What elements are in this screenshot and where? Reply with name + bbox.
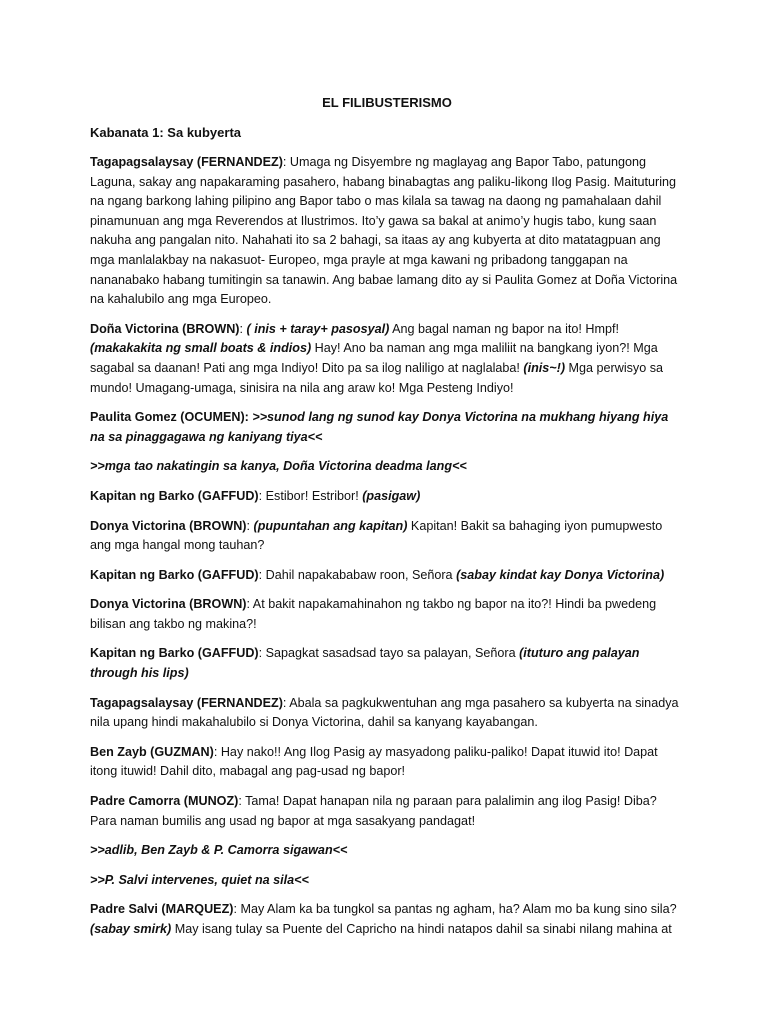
dialogue-paragraph	[90, 408, 684, 447]
stage-direction: (sabay smirk)	[90, 922, 172, 936]
dialogue-text: : May Alam ka ba tungkol sa pantas ng agham, ha? Alam mo ba kung sino sila?	[233, 902, 677, 917]
dialogue-paragraph	[90, 566, 684, 586]
stage-direction: (inis~!)	[523, 360, 566, 375]
dialogue-text: Hay! Ano ba naman ang mga maliliit na bangkang iyon?! Mga sagabal sa daanan! Pati ang mga Indiyo! Dito pa sa ilog naliligo at naglalaba!	[90, 341, 658, 375]
dialogue-text: Mga perwisyo sa mundo! Umagang-umaga, sinisira na nila ang araw ko! Mga Pesteng Indiyo!	[90, 360, 664, 395]
stage-direction: ( inis + taray+ pasosyal)	[246, 321, 390, 336]
speaker-name: Padre Camorra (MUNOZ)	[90, 794, 239, 809]
speaker-name: Paulita Gomez (OCUMEN):	[90, 410, 249, 425]
dialogue-text: : Umaga ng Disyembre ng maglayag ang Bapor Tabo, patungong Laguna, sakay ang napakaraming pasahero, habang binabagtas ang paliku-likong Ilog Pasig. Maituturing na ngang barkong lahing pilipino ang Bapor tabo o mas kilala sa tawag na daong ng pamahalaan dahil pinamunuan ang mga Reverendos at Ilustrimos. Ito’y gawa sa bakal at animo’y hugis tabo, kung saan nakuha ang pangalan nito. Nahahati ito sa 2 bahagi, sa itaas ay ang kubyerta at dito matatagpuan ang mga manlalakbay na nakasuot- Europeo, mga prayle at mga kawani ng pribadong tanggapan na nananabako habang tumitingin sa tanawin. Ang babae lamang dito ay si Paulita Gomez at Doña Victorina na kahalubilo ang mga Europeo.	[90, 155, 678, 307]
dialogue-text: Kapitan! Bakit sa bahaging iyon pumupwesto ang mga hangal mong tauhan?	[90, 518, 663, 553]
stage-note: >>mga tao nakatingin sa kanya, Doña Victorina deadma lang<<	[90, 459, 467, 474]
dialogue-text: : Sapagkat sasadsad tayo sa palayan, Señora	[258, 646, 520, 661]
speaker-name: Padre Salvi (MARQUEZ)	[90, 902, 234, 917]
dialogue-text: : Hay nako!! Ang Ilog Pasig ay masyadong paliku-paliko! Dapat ituwid ito! Dapat itong ituwid! Dahil dito, mabagal ang pag-usad ng bapor!	[90, 744, 658, 779]
stage-direction: (ituturo ang palayan through his lips)	[90, 646, 640, 681]
document-title: EL FILIBUSTERISMO	[322, 95, 452, 110]
stage-direction: (pupuntahan ang kapitan)	[253, 518, 408, 533]
speaker-name: Tagapagsalaysay (FERNANDEZ)	[90, 155, 283, 169]
speaker-name: Doña Victorina (BROWN)	[90, 321, 240, 336]
dialogue-paragraph	[90, 320, 684, 398]
stage-direction: (pasigaw)	[362, 488, 421, 503]
dialogue-paragraph	[90, 595, 684, 634]
dialogue-text: :	[246, 518, 254, 533]
dialogue-text: : Dahil napakababaw roon, Señora	[258, 567, 457, 582]
speaker-name: Kapitan ng Barko (GAFFUD)	[90, 488, 259, 503]
speaker-name: Donya Victorina (BROWN)	[90, 597, 247, 612]
speaker-name: Ben Zayb (GUZMAN)	[90, 744, 214, 759]
stage-direction: (makakakita ng small boats & indios)	[90, 341, 312, 356]
dialogue-paragraph	[90, 644, 684, 683]
speaker-name: Donya Victorina (BROWN)	[90, 518, 247, 533]
dialogue-text: : Tama! Dapat hanapan nila ng paraan para palalimin ang ilog Pasig! Diba? Para naman bumilis ang usad ng bapor at mga sasakyang pandagat!	[90, 794, 657, 828]
dialogue-paragraph	[90, 792, 684, 831]
dialogue-paragraph	[90, 694, 684, 733]
dialogue-paragraph	[90, 487, 684, 507]
dialogue-paragraph	[90, 153, 684, 310]
dialogue-text: : Estibor! Estribor!	[258, 488, 363, 503]
stage-note: >>P. Salvi intervenes, quiet na sila<<	[90, 872, 309, 887]
speaker-name: Kapitan ng Barko (GAFFUD)	[90, 646, 259, 661]
dialogue-text: Ang bagal naman ng bapor na ito! Hmpf!	[389, 321, 619, 336]
dialogue-text: :	[239, 321, 247, 336]
stage-direction: >>sunod lang ng sunod kay Donya Victorina na mukhang hiyang hiya na sa pinaggagawa ng kaniyang tiya<<	[90, 410, 669, 444]
dialogue-paragraph	[90, 743, 684, 782]
chapter-heading: Kabanata 1: Sa kubyerta	[90, 125, 242, 140]
dialogue-text: May isang tulay sa Puente del Capricho na hindi natapos dahil sa sinabi nilang mahina at	[171, 922, 672, 936]
dialogue-text: : Abala sa pagkukwentuhan ang mga pasahero sa kubyerta na sinadya nila upang hindi makahalubilo si Donya Victorina, dahil sa kanyang kayabangan.	[90, 695, 679, 730]
dialogue-paragraph	[90, 900, 684, 939]
dialogue-text: : At bakit napakamahinahon ng takbo ng bapor na ito?! Hindi ba pwedeng bilisan ang takbo ng makina?!	[90, 597, 657, 631]
dialogue-paragraph	[90, 517, 684, 556]
speaker-name: Tagapagsalaysay (FERNANDEZ)	[90, 695, 283, 710]
document-page	[90, 93, 684, 950]
speaker-name: Kapitan ng Barko (GAFFUD)	[90, 567, 259, 582]
stage-note: >>adlib, Ben Zayb & P. Camorra sigawan<<	[90, 843, 348, 858]
stage-direction: (sabay kindat kay Donya Victorina)	[456, 567, 665, 582]
